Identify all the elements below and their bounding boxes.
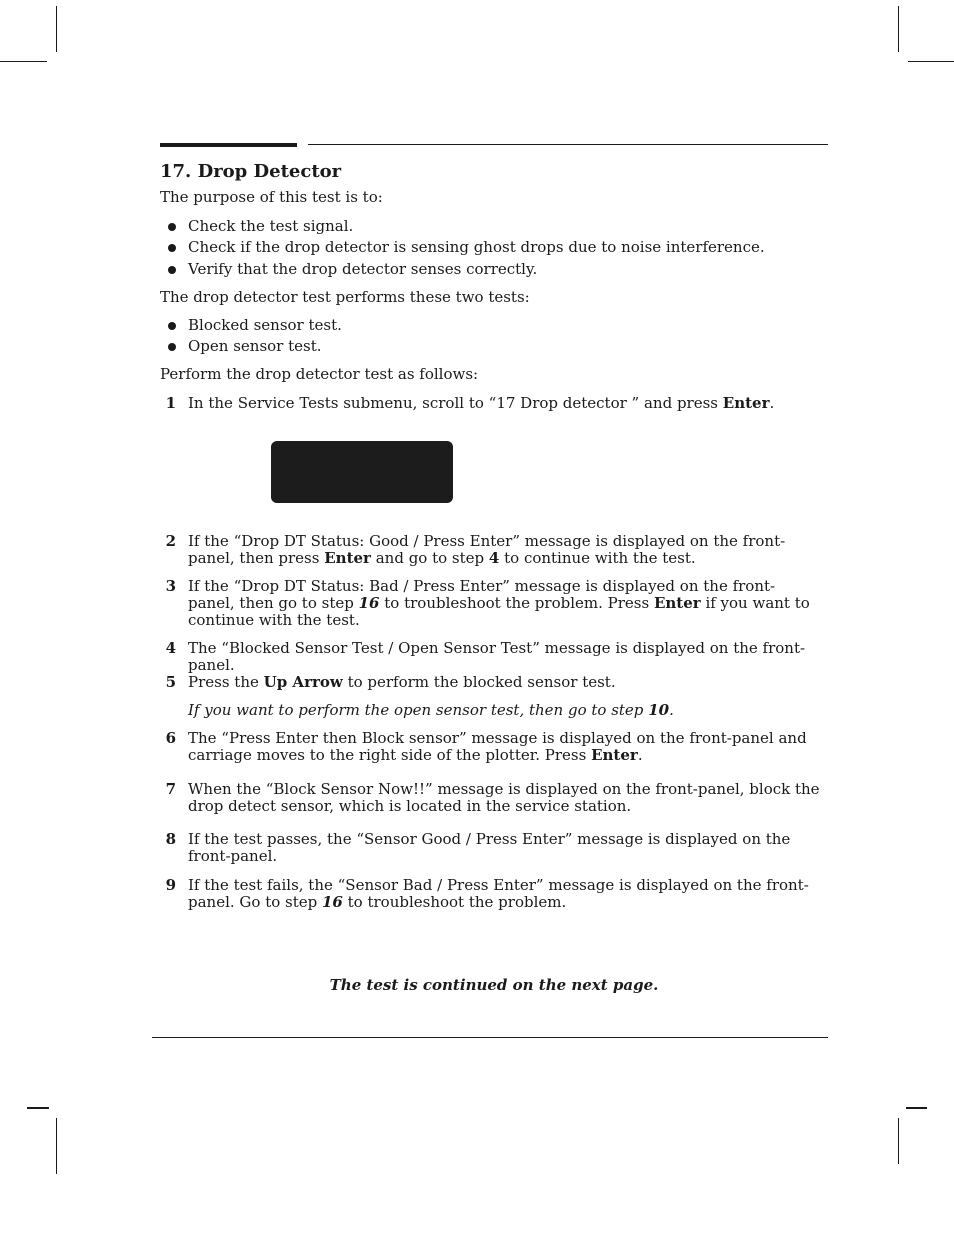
crop-mark — [906, 1107, 927, 1109]
step-text: When the “Block Sensor Now!!” message is displayed on the front-panel, block the drop detect sensor, which is located in the service station. — [188, 780, 820, 815]
step-number: 6 — [165, 729, 176, 747]
step-number: 1 — [165, 394, 176, 412]
step-5-note: If you want to perform the open sensor test, then go to step 10. — [188, 701, 674, 719]
step-number: 3 — [165, 577, 176, 595]
step-number: 9 — [165, 876, 176, 894]
list-item-text: Verify that the drop detector senses correctly. — [188, 260, 538, 278]
step-8 — [160, 831, 828, 865]
perform-intro: Perform the drop detector test as follows: — [160, 365, 479, 383]
bullet-icon — [168, 266, 176, 274]
header-rule-thin — [308, 144, 828, 145]
step-number: 5 — [165, 673, 176, 691]
step-9 — [160, 877, 828, 911]
crop-mark — [908, 61, 954, 62]
step-6 — [160, 730, 828, 764]
list-item-text: Check if the drop detector is sensing ghost drops due to noise interference. — [188, 238, 765, 256]
crop-mark — [898, 1118, 899, 1164]
step-number: 7 — [165, 780, 176, 798]
step-text: The “Press Enter then Block sensor” message is displayed on the front-panel and carriage moves to the right side of the plotter. Press Enter. — [188, 729, 807, 764]
step-7 — [160, 781, 828, 815]
crop-mark — [898, 6, 899, 52]
bullet-icon — [168, 223, 176, 231]
section-title: 17. Drop Detector — [160, 161, 342, 182]
document-page — [160, 0, 828, 1235]
step-number: 2 — [165, 532, 176, 550]
front-panel-display — [271, 441, 453, 503]
crop-mark — [56, 6, 57, 52]
step-1 — [160, 395, 828, 412]
step-number: 4 — [165, 639, 176, 657]
continued-note: The test is continued on the next page. — [329, 976, 659, 994]
step-text: Press the Up Arrow to perform the blocked sensor test. — [188, 673, 616, 691]
list-item-text: Check the test signal. — [188, 217, 354, 235]
tests-intro: The drop detector test performs these two tests: — [160, 288, 530, 306]
step-2 — [160, 533, 828, 567]
crop-mark — [0, 61, 47, 62]
list-item-text: Blocked sensor test. — [188, 316, 342, 334]
header-rule-thick — [160, 143, 297, 147]
step-text: If the test passes, the “Sensor Good / Press Enter” message is displayed on the front-panel. — [188, 830, 791, 865]
step-text: The “Blocked Sensor Test / Open Sensor Test” message is displayed on the front-panel. — [188, 639, 806, 674]
step-text: If the test fails, the “Sensor Bad / Press Enter” message is displayed on the front-panel. Go to step 16 to troubleshoot the problem. — [188, 876, 809, 911]
step-5 — [160, 674, 828, 691]
purpose-intro: The purpose of this test is to: — [160, 188, 383, 206]
step-text: In the Service Tests submenu, scroll to “17 Drop detector ” and press Enter. — [188, 394, 775, 412]
step-text: If the “Drop DT Status: Bad / Press Enter” message is displayed on the front-panel, then go to step 16 to troubleshoot the problem. Press Enter if you want to continue with the test. — [188, 577, 810, 629]
list-item-text: Open sensor test. — [188, 337, 322, 355]
step-text: If the “Drop DT Status: Good / Press Enter” message is displayed on the front-panel, then press Enter and go to step 4 to continue with the test. — [188, 532, 786, 567]
bullet-icon — [168, 244, 176, 252]
crop-mark — [56, 1118, 57, 1174]
footer-rule — [152, 1037, 828, 1038]
step-3 — [160, 578, 828, 629]
crop-mark — [27, 1107, 49, 1109]
step-number: 8 — [165, 830, 176, 848]
bullet-icon — [168, 343, 176, 351]
step-4 — [160, 640, 828, 674]
bullet-icon — [168, 322, 176, 330]
